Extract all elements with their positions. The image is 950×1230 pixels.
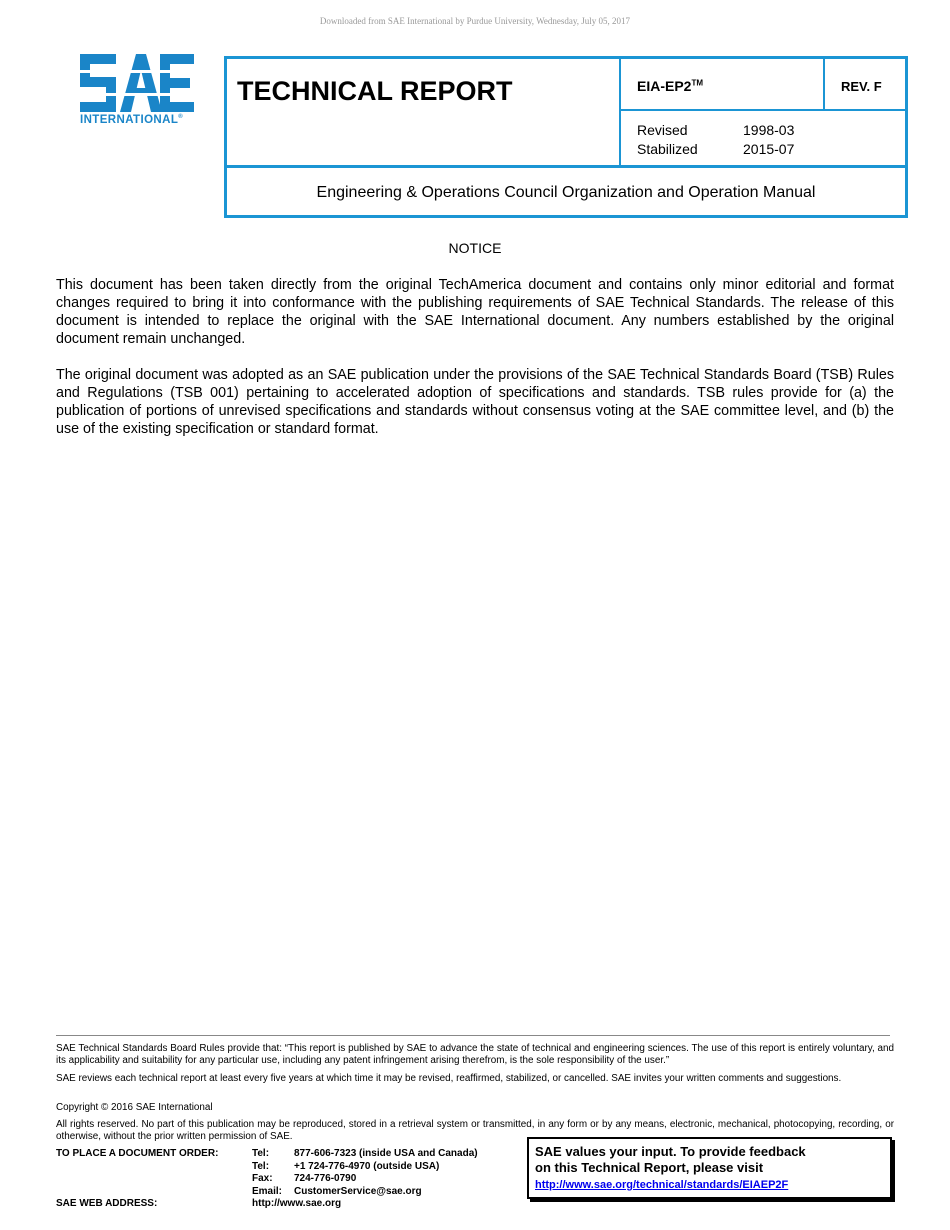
feedback-link[interactable]: http://www.sae.org/technical/standards/EIAEP2F	[535, 1179, 789, 1191]
order-contacts: Tel: 877-606-7323 (inside USA and Canada) Tel: +1 724-776-4970 (outside USA) Fax: 724-776-0790 Email: CustomerService@sae.org	[252, 1148, 478, 1197]
review-text: SAE reviews each technical report at least every five years at which time it may be revised, reaffirmed, stabilized, or cancelled. SAE invites your written comments and suggestions.	[56, 1073, 842, 1084]
email-address: CustomerService@sae.org	[294, 1185, 422, 1197]
document-subtitle: Engineering & Operations Council Organization and Operation Manual	[316, 184, 816, 201]
notice-paragraph-1: This document has been taken directly from the original TechAmerica document and contains only minor editorial and format changes required to bring it into conformance with the publishing requirements of SAE Technical Standards. The release of this document is intended to replace the original with the SAE International document. Any numbers established by the original document remain unchanged.	[56, 277, 894, 347]
copyright-text: Copyright © 2016 SAE International	[56, 1102, 213, 1113]
phone-international: +1 724-776-4970 (outside USA)	[294, 1160, 440, 1172]
footer-divider	[56, 1035, 890, 1036]
sae-logo	[80, 54, 202, 126]
notice-paragraph-2: The original document was adopted as an SAE publication under the provisions of the SAE Technical Standards Board (TSB) Rules and Regulations (TSB 001) pertaining to accelerated adoption of specifications and standards. TSB rules provide for (a) the publication of portions of unrevised specifications and standards without consensus voting at the SAE committee level, and (b) the use of the existing specification or standard format.	[56, 367, 894, 437]
sae-logo-mark	[80, 54, 196, 112]
report-title: TECHNICAL REPORT	[237, 76, 513, 106]
fax-number: 724-776-0790	[294, 1173, 357, 1184]
web-address: http://www.sae.org	[252, 1198, 342, 1209]
rights-text: All rights reserved. No part of this publication may be reproduced, stored in a retrieval system or transmitted, in any form or by any means, electronic, mechanical, photocopying, recording, or otherwise, without the prior written permission of SAE.	[56, 1119, 894, 1142]
notice-heading: NOTICE	[448, 240, 502, 256]
date-block: Revised 1998-03 Stabilized 2015-07	[637, 122, 795, 157]
feedback-box	[527, 1137, 892, 1199]
tsb-rules-text: SAE Technical Standards Board Rules provide that: “This report is published by SAE to advance the state of technical and engineering sciences. The use of this report is entirely voluntary, and its applicability and suitability for any particular use, including any patent infringement arising therefrom, is the sole responsibility of the user.”	[56, 1043, 894, 1066]
download-note: Downloaded from SAE International by Purdue University, Wednesday, July 05, 2017	[319, 16, 631, 26]
feedback-line-2: on this Technical Report, please visit	[535, 1160, 764, 1175]
feedback-line-1: SAE values your input. To provide feedback	[535, 1144, 806, 1159]
document-number: EIA-EP2™	[637, 78, 704, 94]
order-label: TO PLACE A DOCUMENT ORDER:	[56, 1148, 219, 1159]
phone-domestic: 877-606-7323 (inside USA and Canada)	[294, 1148, 478, 1159]
revision-label: REV. F	[841, 79, 882, 94]
logo-subtitle: INTERNATIONAL®	[80, 114, 184, 126]
web-address-label: SAE WEB ADDRESS:	[56, 1198, 158, 1209]
